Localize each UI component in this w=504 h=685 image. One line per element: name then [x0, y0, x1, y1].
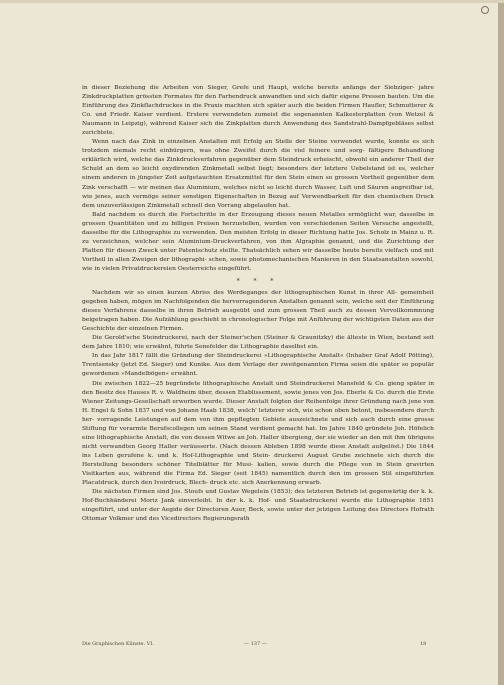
body-text: [82, 84, 434, 524]
paragraph: Bald nachdem es durch die Fortschritte in der Erzeugung dieses neuen Metalles ermöglicht war, dasselbe in grossen Quantitäten und zu billigen Preisen herzustellen, wurden von verschiedenen Seiten Versuche angestellt, dasselbe für die Lithographie zu verwenden. Den meisten Erfolg in dieser Richtung hatte Jos. Scholz in Mainz u. R. zu verzeichnen, welcher sein Aluminium-Druckverfahren, von ihm Algraphie genannt, und die Zurichtung der Platten für diesen Zweck unter Patentschutz stellte. Thatsächlich sehen wir dasselbe heute bereits vielfach und mit Vortheil in allen Zweigen der lithographi- schen, sowie photomechanischen Manieren in den Staatsanstalten sowohl, wie in vielen Privatdruckereien Oesterreichs eingeführt.: [82, 211, 434, 272]
page-number: — 137 —: [244, 641, 267, 647]
paragraph: In das Jahr 1817 fällt die Gründung der Steindruckerei »Lithographische Anstalt« (Inhaber Graf Adolf Pötting), Trentsensky (jetzt Ed. Sieger) und Kunike. Aus dem Verlage der zweitgenannten Firma seien die später so populär gewordenen »Mandelbögen« erwähnt.: [82, 353, 434, 378]
section-separator: * * *: [236, 277, 280, 285]
paragraph: Nachdem wir so einen kurzen Abriss des Werdeganges der lithographischen Kunst in ihrer All- gemeinheit gegeben haben, mögen im Nachfolgenden die hervorragenderen Anstalten genannt sein, welche seit der Einführung dieses Verfahrens dasselbe in ihren Betrieb ausgeübt und zum grossen Theil auch zu dessen Vervollkommnung beigetragen haben. Die Aufzählung geschieht in chronologischer Folge mit Anführung der wichtigsten Daten aus der Geschichte der einzelnen Firmen.: [82, 290, 434, 333]
paragraph: in dieser Beziehung die Arbeiten von Sieger, Grefe und Haupt, welche bereits anfangs der Siebziger- jahre Zinkdruckplatten grössten Formates für den Farbendruck anwandten und sich dafür eigene Pressen bauten. Um die Einführung des Zinkflachdruckes in die Praxis machten sich später auch die beiden Firmen Haufler, Schmutterer & Co. und Friedr. Kaiser verdient. Erstere verwendeten zumeist die sogenannten Kalkesterplatten (von Wetzel & Naumann in Leipzig), während Kaiser sich die Zinkplatten durch Anwendung des Sandstrahl-Dampfgebläses selbst zurichtete.: [82, 85, 434, 137]
paragraph: Die Gerold'sche Steindruckerei, nach der Steiner'schen (Steiner & Graunitzky) die älteste in Wien, bestand seit dem Jahre 1810; wie erwähnt, führte Senefelder die Lithographie daselbst ein.: [82, 335, 434, 351]
paragraph: Wenn nach das Zink in einzelnen Anstalten mit Erfolg an Stelle der Steine verwendet wurde, konnte es sich trotzdem niemals recht einbürgern, was ohne Zweifel durch die viel feinere und sorg- fältigere Behandlung erklärlich wird, welche das Zinkdruckverfahren gegenüber dem Steindruck erheischt, obwohl ein anderer Theil der Schuld an dem so leicht oxydirenden Zinkmetall selbst liegt; besonders der letztere Uebelstand ist es, welcher einem anderen in jüngster Zeit aufgetauchten Ersatzmittel für den Stein einen so grossen Vortheil gegenüber dem Zink verschafft — wir meinen das Aluminium, welches nicht so leicht durch Wasser, Luft und Säuren angreifbar ist, wie jenes, auch vermöge seiner sonstigen Eigenschaften in Bezug auf Verwendbarkeit für den chemischen Druck dem unzuverlässigen Zinkmetall schnell den Vorrang abgelaufen hat.: [82, 139, 434, 209]
sheet-number: 18: [420, 641, 427, 647]
corner-mark: [481, 6, 489, 14]
footer-signature: Die Graphischen Künste. VI.: [82, 641, 154, 647]
paragraph: Die nächsten Firmen sind Jos. Stoufs und Gustav Wegelein (1853); des letzteren Betrieb ist gegenwärtig der k. k. Hof-Buchhänderei Moriz Jank einverleibt. In der k. k. Hof- und Staatsdruckerei wurde die Lithographie 1851 eingeführt, und unter der Aegide der Directoren Auer, Beck, sowie unter der jetzigen Leitung des Directors Hofrath Ottomar Volkmer und des Vicedirectors Regierungsrath: [82, 489, 434, 523]
paragraph: Die zwischen 1822—25 begründete lithographische Anstalt und Steindruckerei Mansfeld & Co. gieng später in den Besitz des Hauses R. v. Waldheim über, dessen Etablissement, sowie jenes von Jos. Eberle & Co. durch die Erste Wiener Zeitungs-Gesellschaft erworben wurde. Dieser Anstalt folgten der Reihenfolge ihrer Gründung nach jene von H. Engel & Sohn 1837 und von Johann Haab 1838, welch' letzterer sich, wie schon oben betont, insbesondere durch her- vorragende Leistungen auf dem von ihm gepflegten Gebiete auszeichnete und sich auch durch eine grosse Stiftung für verarmte Berufscollegen um seinen Stand verdient gemacht hat. Im Jahre 1840 gründete Joh. Höfelich eine lithographische Anstalt, die von dessen Witwe an Joh. Haller übergieng, der sie wieder an den mit ihm übrigens nicht verwandten Georg Haller veräusserte. (Nach dessen Ableben 1898 wurde diese Anstalt aufgelöst.) Die 1844 ins Leben gerufene k. und k. Hof-Lithographie und Stein- druckerei August Grube zeichnete sich durch die Herstellung besonders schöner Titelblätter für Musi- kalien, sowie durch die Pflege von in Stein gravirten Visitkarten aus, während die Firma Ed. Sieger (seit 1845) namentlich durch den im grossen Stil eingeführten Placatdruck, durch den Ivoirdruck, Blech- druck etc. sich Anerkennung erwarb.: [82, 380, 434, 487]
page-top-edge: [0, 0, 504, 3]
